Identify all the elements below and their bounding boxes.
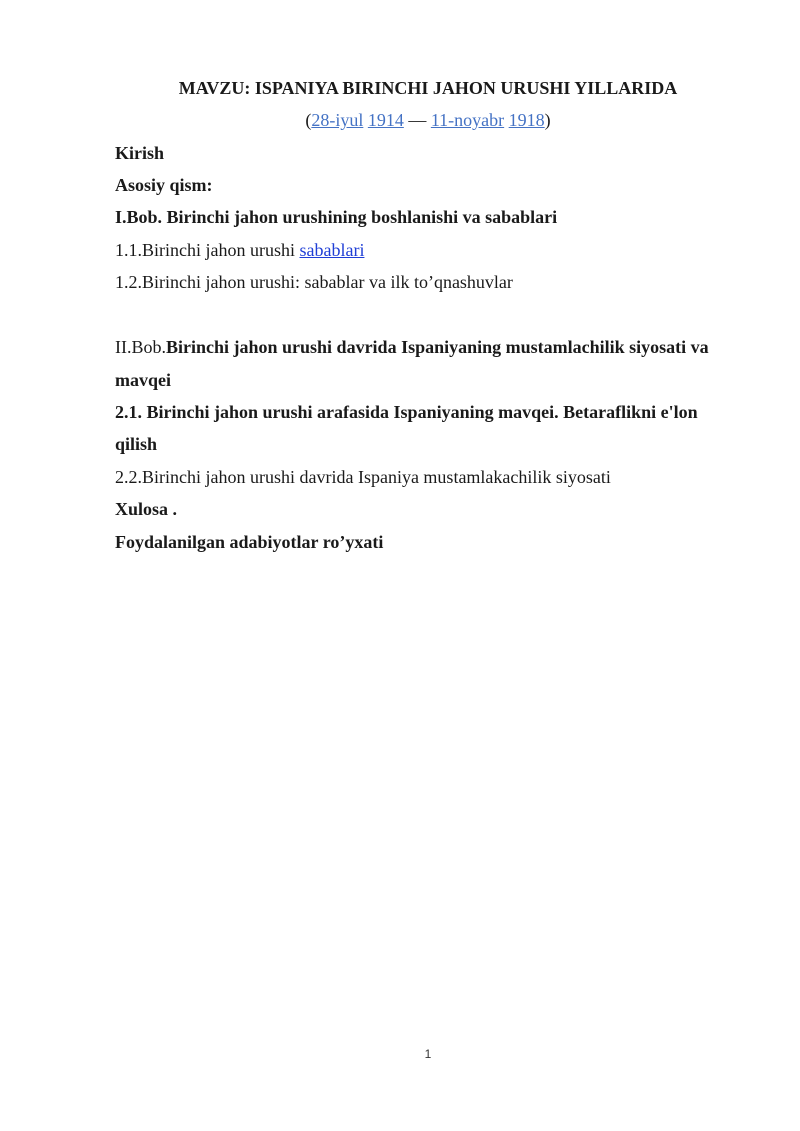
toc-conclusion: Xulosa . — [115, 499, 178, 519]
toc-item-1-1-text: 1.1.Birinchi jahon urushi — [115, 240, 300, 260]
toc-chapter-2-prefix: II.Bob. — [115, 337, 166, 357]
toc-intro: Kirish — [115, 143, 165, 163]
date-range — [0, 109, 800, 131]
toc-references: Foydalanilgan adabiyotlar ro’yxati — [115, 532, 384, 552]
date-dash: — — [403, 110, 431, 130]
sabablari-link[interactable]: sabablari — [299, 240, 365, 260]
start-year-link[interactable]: 1914 — [367, 110, 404, 130]
page-number: 1 — [424, 1047, 432, 1061]
toc-item-2-2: 2.2.Birinchi jahon urushi davrida Ispaniya mustamlakachilik siyosati — [115, 467, 611, 487]
toc-main-part: Asosiy qism: — [115, 175, 213, 195]
toc-chapter-2-line2: mavqei — [115, 370, 171, 390]
toc-chapter-1: I.Bob. Birinchi jahon urushining boshlanishi va sabablari — [115, 207, 558, 227]
toc-item-1-1 — [115, 239, 364, 261]
toc-chapter-2-title: Birinchi jahon urushi davrida Ispaniyaning mustamlachilik siyosati va — [166, 337, 709, 357]
end-year-link[interactable]: 1918 — [508, 110, 545, 130]
toc-item-2-1-line2: qilish — [115, 434, 158, 454]
start-day-link[interactable]: 28-iyul — [311, 110, 364, 130]
date-close-paren: ) — [544, 110, 551, 130]
toc-chapter-2-line1 — [115, 336, 709, 358]
toc-item-2-1-line1: 2.1. Birinchi jahon urushi arafasida Ispaniyaning mavqei. Betaraflikni e'lon — [115, 402, 698, 422]
document-title: MAVZU: ISPANIYA BIRINCHI JAHON URUSHI YILLARIDA — [178, 78, 678, 98]
toc-item-1-2: 1.2.Birinchi jahon urushi: sabablar va ilk to’qnashuvlar — [115, 272, 513, 292]
date-open-paren: ( — [305, 110, 312, 130]
end-day-link[interactable]: 11-noyabr — [430, 110, 505, 130]
